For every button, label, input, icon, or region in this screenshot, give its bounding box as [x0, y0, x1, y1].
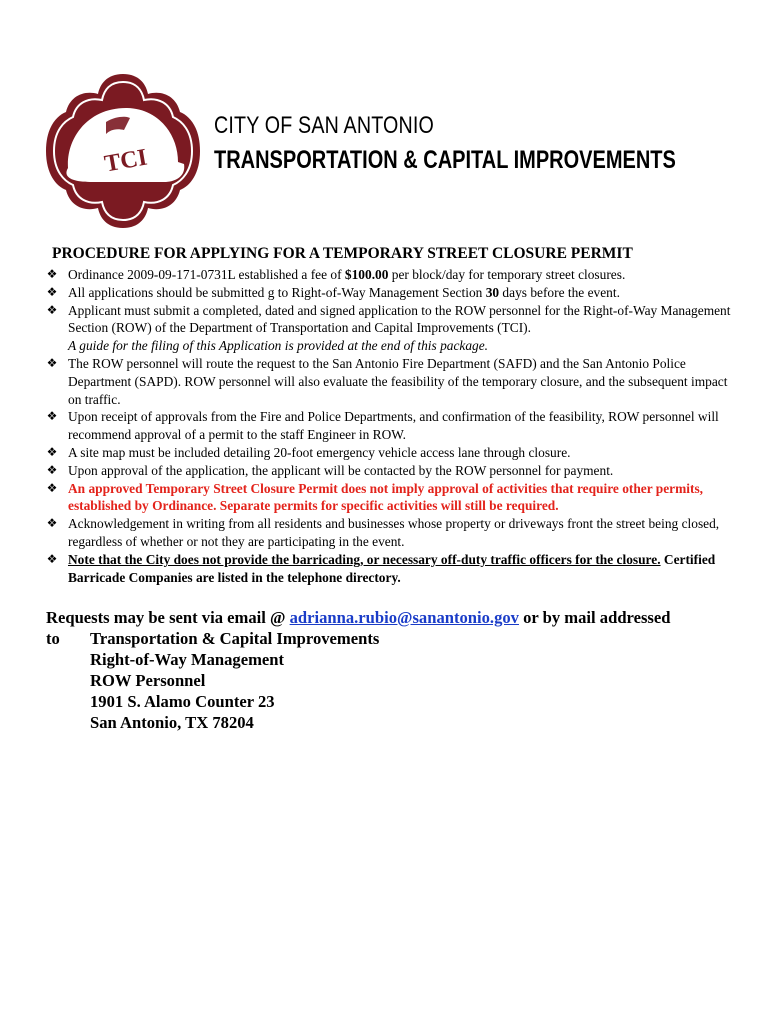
item-text: days before the event.: [499, 284, 620, 300]
procedure-list: [42, 266, 732, 586]
list-item: [42, 302, 732, 355]
guide-note: A guide for the filing of this Application is provided at the end of this package.: [68, 338, 489, 354]
logo-text: TCI: [102, 144, 150, 178]
department-name: TRANSPORTATION & CAPITAL IMPROVEMENTS: [214, 146, 676, 174]
item-text: per block/day for temporary street closures.: [388, 267, 626, 282]
item-text: Acknowledgement in writing from all residents and businesses whose property or driveways front the street being closed, regardless of whether or not they are participating in the event.: [68, 516, 720, 549]
item-text: A site map must be included detailing 20-foot emergency vehicle access lane through closure.: [68, 444, 571, 460]
list-item: [42, 444, 732, 462]
diamond-bullet-icon: ❖: [46, 302, 58, 317]
list-item: [42, 355, 732, 408]
days-count: 30: [485, 284, 500, 300]
diamond-bullet-icon: ❖: [46, 480, 58, 495]
diamond-bullet-icon: ❖: [46, 516, 58, 531]
list-item: [42, 284, 732, 302]
item-text: Ordinance 2009-09-171-0731L established a fee of: [68, 267, 345, 282]
diamond-bullet-icon: ❖: [46, 267, 58, 281]
diamond-bullet-icon: ❖: [46, 284, 58, 299]
item-text: Upon receipt of approvals from the Fire and Police Departments, and confirmation of the feasibility, ROW personnel will recommend approval of a permit to the staff Engineer in ROW.: [68, 409, 719, 443]
diamond-bullet-icon: ❖: [46, 462, 58, 477]
tci-logo: [44, 72, 202, 230]
diamond-bullet-icon: ❖: [46, 409, 58, 424]
contact-lead: Requests may be sent via email @: [46, 608, 290, 627]
diamond-bullet-icon: ❖: [46, 444, 58, 459]
address-line: ROW Personnel: [90, 671, 206, 690]
list-item: [42, 551, 732, 587]
contact-section: [46, 607, 746, 733]
fee-amount: $100.00: [344, 267, 389, 282]
diamond-bullet-icon: ❖: [46, 551, 58, 566]
diamond-bullet-icon: ❖: [46, 355, 58, 370]
address-line: Transportation & Capital Improvements: [90, 629, 380, 648]
address-line: San Antonio, TX 78204: [90, 713, 254, 732]
list-item: [42, 266, 732, 284]
email-link[interactable]: adrianna.rubio@sanantonio.gov: [289, 608, 519, 627]
barricade-note: Note that the City does not provide the barricading, or necessary off-duty traffic officers for the closure.: [68, 551, 661, 567]
page-title: PROCEDURE FOR APPLYING FOR A TEMPORARY STREET CLOSURE PERMIT: [52, 245, 633, 262]
item-text: Upon approval of the application, the applicant will be contacted by the ROW personnel for payment.: [68, 462, 614, 478]
item-text: The ROW personnel will route the request to the San Antonio Fire Department (SAFD) and the San Antonio Police Department (SAPD). ROW personnel will also evaluate the feasibility of the temporary closure, and the subsequent impact on traffic.: [68, 355, 728, 407]
to-label: to: [46, 629, 60, 648]
warning-text: An approved Temporary Street Closure Permit does not imply approval of activities that require other permits, established by Ordinance. Separate permits for specific activities will still be required.: [68, 480, 704, 514]
list-item: [42, 408, 732, 444]
address-line: Right-of-Way Management: [90, 650, 285, 669]
list-item: [42, 515, 732, 551]
organization-name: [214, 112, 770, 175]
list-item: [42, 462, 732, 480]
address-line: 1901 S. Alamo Counter 23: [90, 692, 275, 711]
barricade-companies-note: Certified Barricade Companies are listed in the telephone directory.: [68, 551, 716, 585]
item-text: All applications should be submitted g to Right-of-Way Management Section: [68, 284, 486, 300]
list-item: [42, 480, 732, 516]
contact-tail: or by mail addressed: [518, 608, 671, 627]
item-text: Applicant must submit a completed, dated and signed application to the ROW personnel for the Right-of-Way Management Section (ROW) of the Department of Transportation and Capital Improvements (TCI).: [68, 302, 731, 336]
city-name: CITY OF SAN ANTONIO: [214, 112, 435, 139]
